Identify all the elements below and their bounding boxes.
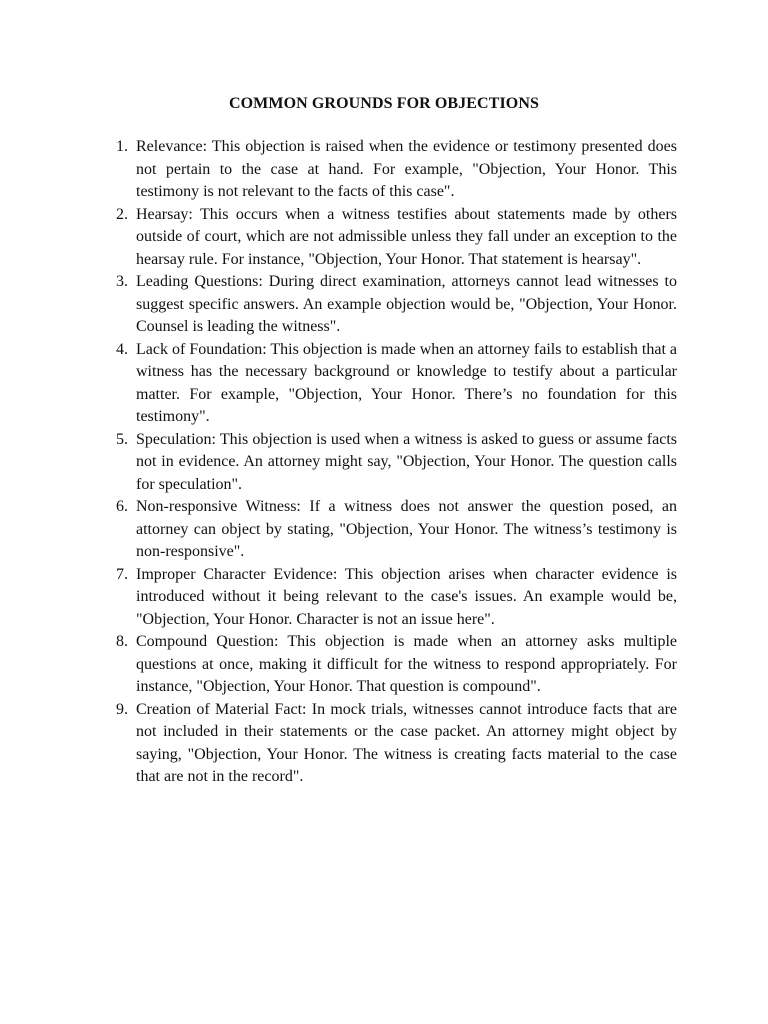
list-item <box>106 429 677 497</box>
list-item-text: Creation of Material Fact: In mock trials, witnesses cannot introduce facts that are not included in their statements or the case packet. An attorney might object by saying, "Objection, Your Honor. The witness is creating facts material to the case that are not in the record". <box>136 700 677 785</box>
list-item <box>106 564 677 632</box>
list-item-text: Improper Character Evidence: This objection arises when character evidence is introduced without it being relevant to the case's issues. An example would be, "Objection, Your Honor. Character is not an issue here". <box>136 565 677 628</box>
list-item-text: Hearsay: This occurs when a witness testifies about statements made by others outside of court, which are not admissible unless they fall under an exception to the hearsay rule. For instance, "Objection, Your Honor. That statement is hearsay". <box>136 205 677 268</box>
list-item <box>106 339 677 429</box>
list-item <box>106 496 677 564</box>
list-item <box>106 136 677 204</box>
list-item-text: Lack of Foundation: This objection is made when an attorney fails to establish that a witness has the necessary background or knowledge to testify about a particular matter. For example, "Objection, Your Honor. There’s no foundation for this testimony". <box>136 340 677 425</box>
list-item-text: Compound Question: This objection is made when an attorney asks multiple questions at once, making it difficult for the witness to respond appropriately. For instance, "Objection, Your Honor. That question is compound". <box>136 633 677 695</box>
list-item-number: 8. <box>116 633 128 650</box>
list-item-number: 6. <box>116 498 128 515</box>
list-item-number: 3. <box>116 273 128 290</box>
list-item-number: 7. <box>116 565 128 583</box>
list-item-text: Leading Questions: During direct examination, attorneys cannot lead witnesses to suggest specific answers. An example objection would be, "Objection, Your Honor. Counsel is leading the witness". <box>136 273 677 335</box>
objections-list <box>106 136 677 789</box>
list-item <box>106 631 677 699</box>
list-item-number: 4. <box>116 340 128 358</box>
list-item-number: 2. <box>116 205 128 223</box>
document-title: COMMON GROUNDS FOR OBJECTIONS <box>228 95 540 112</box>
list-item-number: 1. <box>116 138 128 155</box>
list-item <box>106 699 677 789</box>
list-item-number: 9. <box>116 700 128 718</box>
list-item <box>106 271 677 339</box>
list-item <box>106 204 677 272</box>
list-item-text: Relevance: This objection is raised when the evidence or testimony presented does not pertain to the case at hand. For example, "Objection, Your Honor. This testimony is not relevant to the facts of this case". <box>136 138 677 200</box>
list-item-text: Speculation: This objection is used when a witness is asked to guess or assume facts not in evidence. An attorney might say, "Objection, Your Honor. The question calls for speculation". <box>136 430 677 493</box>
list-item-text: Non-responsive Witness: If a witness does not answer the question posed, an attorney can object by stating, "Objection, Your Honor. The witness’s testimony is non-responsive". <box>136 498 677 560</box>
list-item-number: 5. <box>116 430 128 448</box>
